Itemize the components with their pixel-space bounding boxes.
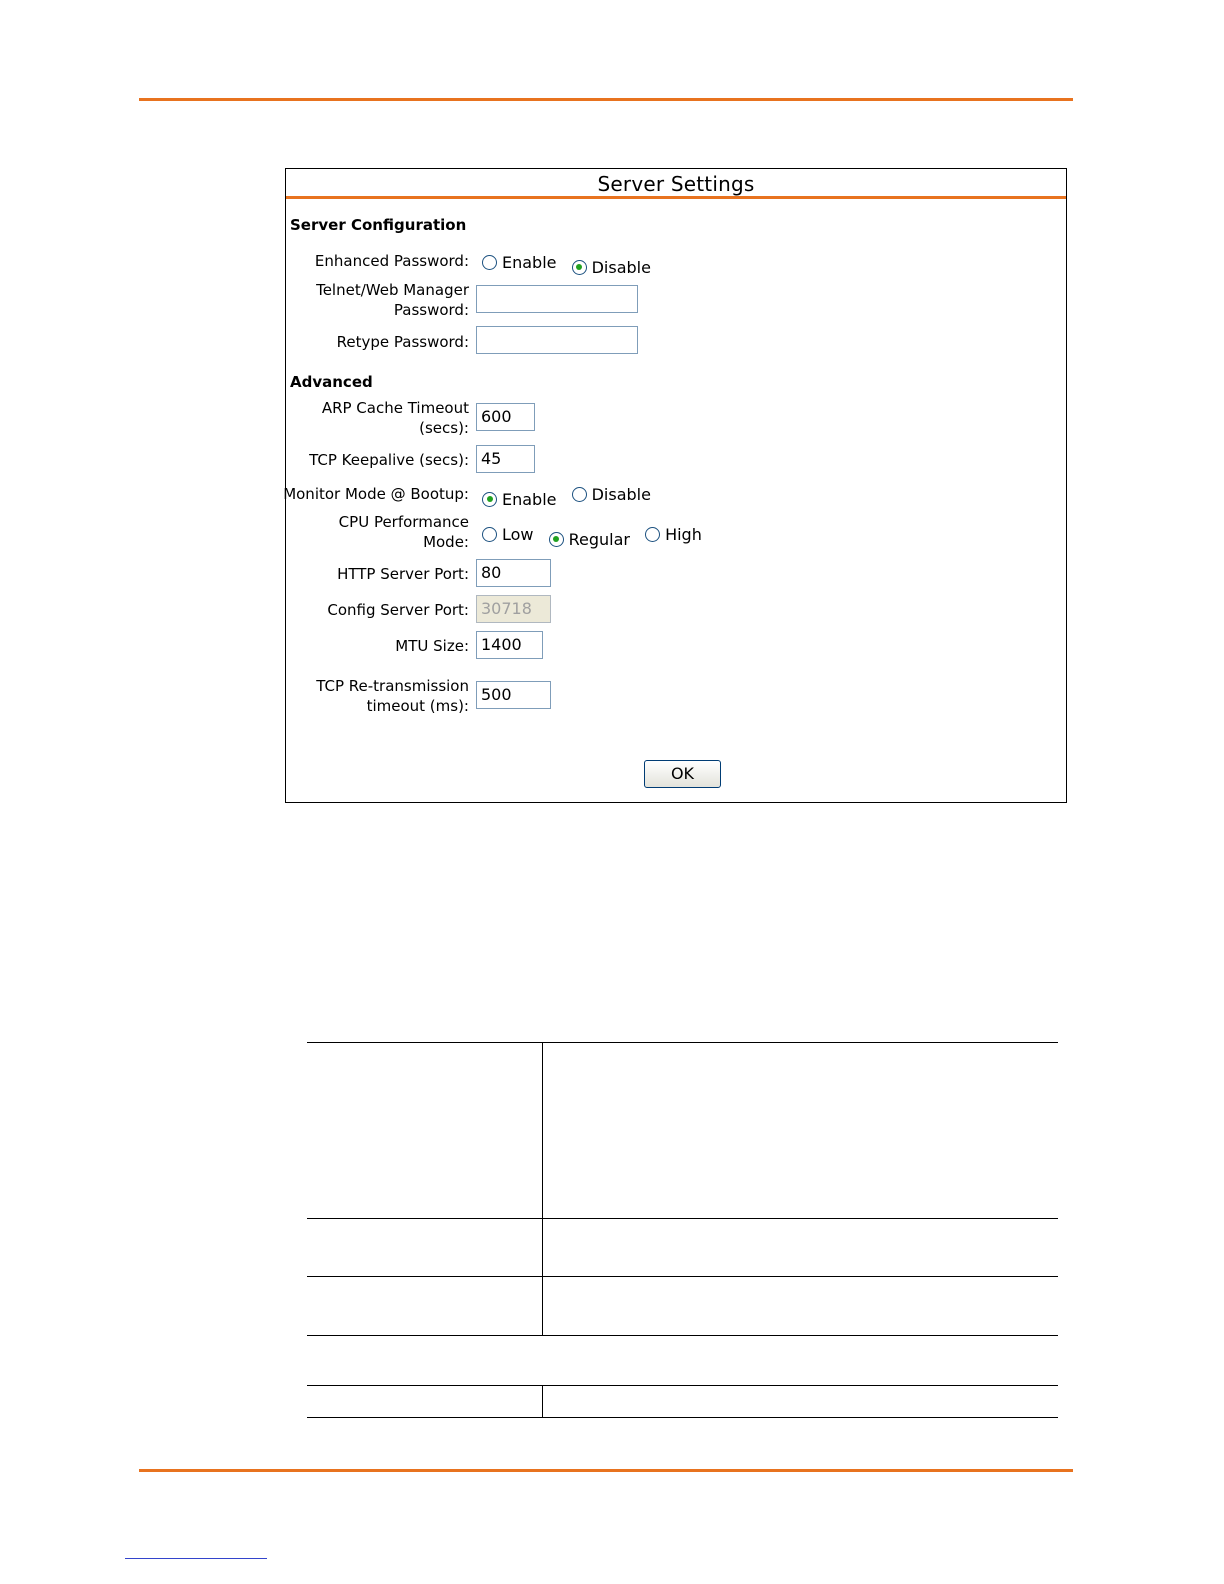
- enhanced-password-label: Enhanced Password:: [314, 252, 469, 270]
- radio-label: Enable: [502, 489, 557, 509]
- enhanced-password-enable-radio[interactable]: [482, 253, 557, 272]
- telnet-password-input[interactable]: [476, 285, 638, 313]
- table-rule: [307, 1417, 1058, 1418]
- http-server-port-input[interactable]: 80: [476, 559, 551, 587]
- monitor-mode-radio-group: [482, 485, 661, 509]
- radio-label: High: [665, 525, 702, 544]
- footer-rule: [139, 1469, 1073, 1472]
- table-column-divider: [542, 1042, 543, 1335]
- label-line: timeout (ms):: [366, 697, 469, 715]
- radio-checked-icon: [549, 532, 564, 547]
- radio-unchecked-icon: [482, 527, 497, 542]
- section-server-configuration: Server Configuration: [290, 216, 467, 234]
- cpu-performance-label: [339, 512, 469, 552]
- arp-cache-timeout-label: [322, 398, 469, 438]
- tcp-retransmission-input[interactable]: 500: [476, 681, 551, 709]
- radio-label: Enable: [502, 253, 557, 272]
- config-server-port-input: 30718: [476, 595, 551, 623]
- label-line: ARP Cache Timeout: [321, 399, 469, 417]
- radio-unchecked-icon: [645, 527, 660, 542]
- config-server-port-label: Config Server Port:: [327, 601, 469, 619]
- radio-label: Low: [502, 525, 534, 544]
- radio-label: Disable: [591, 257, 651, 277]
- table-rule: [307, 1335, 1058, 1336]
- server-settings-panel: [285, 168, 1067, 803]
- table-column-divider: [542, 1385, 543, 1417]
- radio-label: Disable: [591, 485, 651, 504]
- label-line: Password:: [393, 301, 469, 319]
- radio-unchecked-icon: [482, 255, 497, 270]
- tcp-retransmission-label: [316, 676, 469, 716]
- table-rule: [307, 1385, 1058, 1386]
- cpu-performance-regular-radio[interactable]: [549, 530, 630, 549]
- cpu-performance-low-radio[interactable]: [482, 525, 534, 544]
- section-advanced: Advanced: [290, 373, 373, 391]
- tcp-keepalive-input[interactable]: 45: [476, 445, 535, 473]
- table-rule: [307, 1042, 1058, 1043]
- cpu-performance-radio-group: [482, 525, 712, 549]
- label-line: CPU Performance: [338, 513, 469, 531]
- telnet-password-label: [316, 280, 469, 320]
- ok-button[interactable]: OK: [644, 760, 721, 788]
- http-server-port-label: HTTP Server Port:: [337, 565, 469, 583]
- mtu-size-input[interactable]: 1400: [476, 631, 543, 659]
- mtu-size-label: MTU Size:: [395, 637, 469, 655]
- label-line: Telnet/Web Manager: [316, 281, 469, 299]
- retype-password-label: Retype Password:: [336, 333, 469, 351]
- enhanced-password-radio-group: [482, 253, 661, 277]
- tcp-keepalive-label: TCP Keepalive (secs):: [309, 451, 469, 469]
- retype-password-input[interactable]: [476, 326, 638, 354]
- radio-checked-icon: [572, 260, 587, 275]
- monitor-mode-disable-radio[interactable]: [572, 485, 651, 504]
- footer-link-underline[interactable]: [125, 1558, 267, 1559]
- cpu-performance-high-radio[interactable]: [645, 525, 702, 544]
- table-rule: [307, 1218, 1058, 1219]
- monitor-mode-label: Monitor Mode @ Bootup:: [283, 485, 469, 503]
- radio-unchecked-icon: [572, 487, 587, 502]
- header-rule: [139, 98, 1073, 101]
- table-rule: [307, 1276, 1058, 1277]
- radio-label: Regular: [568, 529, 630, 549]
- radio-checked-icon: [482, 492, 497, 507]
- enhanced-password-disable-radio[interactable]: [572, 258, 651, 277]
- arp-cache-timeout-input[interactable]: 600: [476, 403, 535, 431]
- label-line: (secs):: [419, 419, 469, 437]
- monitor-mode-enable-radio[interactable]: [482, 490, 557, 509]
- panel-title: Server Settings: [286, 169, 1066, 199]
- label-line: Mode:: [423, 533, 469, 551]
- label-line: TCP Re-transmission: [316, 677, 469, 695]
